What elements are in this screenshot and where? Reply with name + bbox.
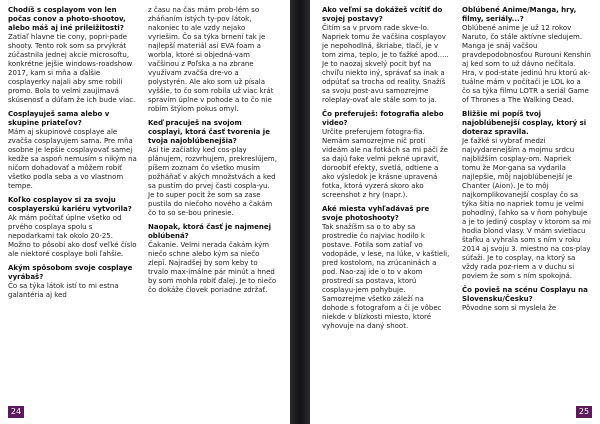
- answer: Mám aj skupinové cosplaye ale zvačša cosplayujem sama. Pre mňa osobne je lepšie cosplayovať samej kedže sa aspoň nemusím s nikým na ničom dohadovať a môžem robiť všetko podla seba a vo vlastnom tempe.: [8, 128, 137, 190]
- question: Aké miesta vyhľadávaš pre svoje photoshooty?: [322, 205, 430, 222]
- left-column-2: [148, 6, 277, 300]
- left-column-1: [8, 6, 137, 305]
- qa-block: [148, 6, 277, 114]
- answer: Oblúbené anime je už 12 rokov Naruto, čo stále aktívne sledujem. Manga je snáj vačšou pravdepodobnosťou Rurouni Kenshin aj ked som to už dávno nečítala. Hra, v pod-state jedinú hru ktorú ak-tuálne mám v počítači je LOL ko a čo sa týka filmu LOTR a seriál Game of Thrones a The Walking Dead.: [462, 24, 591, 104]
- question: Čo povieš na scénu Cosplayu na Slovensku/Česku?: [462, 286, 588, 303]
- qa-block: [322, 205, 451, 331]
- question: Koľko cosplayov si za svoju cosplayerskú kariéru vytvorila?: [8, 196, 132, 213]
- answer: Pôvodne som si myslela že: [462, 304, 557, 312]
- qa-block: [462, 6, 591, 105]
- answer: Čakanie. Velmi nerada čakám kým niečo schne alebo kým sa niečo zlepí. Najradšej by som keby to trvalo max-imálne pár minút a hned by som mohla robiť ďalej. Je to niečo čo dokáže človek poriadne zdržať.: [148, 241, 277, 294]
- question: Oblúbené Anime/Manga, hry, filmy, seriály...?: [462, 6, 577, 23]
- question: Chodíš s cosplayom von len počas conov a photo-shootov, alebo máš aj iné prileižitosti?: [8, 6, 126, 32]
- qa-block: [322, 6, 451, 105]
- answer: Zatiaľ hlavne tie cony, popri-pade shooty. Tento rok som sa prvýkrát zúčastnila jednej akcie microsoftu, konkrétne jejšie windows-roadshow 2017, kam si mňa a ďalšie cosplayerky najali aby sme robili promo. Bola to velmi zaujímavá skúsenosť a dúfam že ich bude viac.: [8, 33, 136, 104]
- qa-block: [462, 110, 591, 281]
- question: Keď pracuješ na svojom cosplayi, ktorá časť tvorenia je tvoja najoblúbenejšia?: [148, 119, 270, 145]
- qa-block: [8, 264, 137, 300]
- question: Akým spôsobom svoje cosplaye vyrábaš?: [8, 264, 133, 281]
- qa-block: [322, 110, 451, 200]
- page-number: 24: [8, 406, 24, 418]
- answer: Tak snažíšm sa o to aby sa prostredie čo najviac hodilo k postave. Fotila som zatiaľ vo vodopáde, v lese, na lúke, v kaštieli, pred kostolom, na zrúcaninách a pod. Nao-zaj ide o to v akom prostredí sa postava, ktorú cosplayu-jem pohybuje. Samozrejme všetko záleží na dohode s fotografom a či je vôbec niekde v blízkosti miesto, ktoré vyhovuje na daný shoot.: [322, 223, 450, 330]
- left-page: [0, 0, 290, 424]
- answer: Asi tie začiatky ked cos-play plánujem, rozvrhujem, prekreslújem, píšem zoznam čo všetko musím požháňať v akých množstvách a ked sa pustím do prvej časti cospla-yu. Je to super pocit že som sa zase pustila do niečoho nového a čakám čo to so se-bou prinesie.: [148, 146, 277, 217]
- answer: Určite preferujem fotogra-fia. Nemám samozrejme nič proti videám ale na fotkách sa mi páči že sa dajú fake velmi pekné upraviť, doroobiť efekty, svetlá, odtiene a ako výsledok je krásne upravená fotka, ktorá vyzerá skoro ako screenshot z hry (napr.).: [322, 128, 448, 199]
- qa-block: [8, 110, 137, 191]
- question: Čo preferuješ: fotografia alebo video?: [322, 110, 444, 127]
- question: Bližšie mi popíš tvoj najoblúbenejší cosplay, ktorý si doteraz spravila.: [462, 110, 587, 136]
- question: Cosplayuješ sama alebo v skupine priateľov?: [8, 110, 110, 127]
- answer: Čitím sa v prvom rade skve-lo. Napriek tomu že vačšina cosplayov je nepohodlná, škriabe, tlačí, je v tom zima, teplo, je to ťažké apod..... Je to naozaj skvelý pocit byť na chvíľu niekto iný, správať sa inak a odpútať sa trocha od reality. Snažíš sa svoju post-avu samozrejme roleplay-ovať ale stále som to ja.: [322, 24, 449, 104]
- qa-block: [148, 119, 277, 218]
- qa-block: [462, 286, 591, 313]
- answer: Čo sa týka látok istí to mi estna galantéria aj ked: [8, 282, 119, 299]
- answer: Je ťažké si vybrať medzi najvydarenejším a mojmu srdcu najbližším cosplay-om. Napriek tomu že Mor-gana sa vydarila najlepšie, môj najoblúbenejší je Chanter (Aion). Je to môj najkomplikovanejší cosplay čo sa týka šitia no napriek tomu je velmi pohodlný, ľahko sa v ňom pohybuje a je to jediný cosplay v ktorom sa mi hodia blond vlasy. V mám svietiacu štafku a vyhrala som s ním v roku 2014 aj svoju 3. miestno na cos-play súťaži. Je to cosplay, na ktorý sa vždy rada poz-riem a v duchu si poviem že som s ním spokojná.: [462, 137, 591, 280]
- right-column-1: [322, 6, 451, 336]
- page-number: 25: [576, 406, 592, 418]
- book-gutter: [290, 0, 310, 424]
- qa-block: [148, 223, 277, 295]
- question: Ako veľmi sa dokážeš vcítiť do svojej postavy?: [322, 6, 443, 23]
- qa-block: [8, 6, 137, 105]
- answer: Ak mám počítať úplne všetko od prvého cosplaya spolu s nepodarkami tak okolo 20-25. Možno to pôsobí ako dosť veľké číslo ale niektoré cosplaye boli ľahšie.: [8, 214, 137, 258]
- right-column-2: [462, 6, 591, 318]
- question: Naopak, ktorá časť je najmenej oblúbená?: [148, 223, 271, 240]
- qa-block: [8, 196, 137, 259]
- right-page: [310, 0, 600, 424]
- answer: z času na čas mám prob-lém so zháňaním istých ty-pov látok, nakoniec to ale vzdy nejako vyriešim. Čo sa týka brnení tak je najlepší materiál asi EVA foam a worbla, ktoré si objedná-vam vačšinou z Poľska a na zbrane využívam zvačša dre-vo a polystyrén. Ale ako som už písala vyššie, to čo som robila už viac krát spravím úplne v pohode a to čo nie robím štýlom pokus omyl.: [148, 6, 274, 113]
